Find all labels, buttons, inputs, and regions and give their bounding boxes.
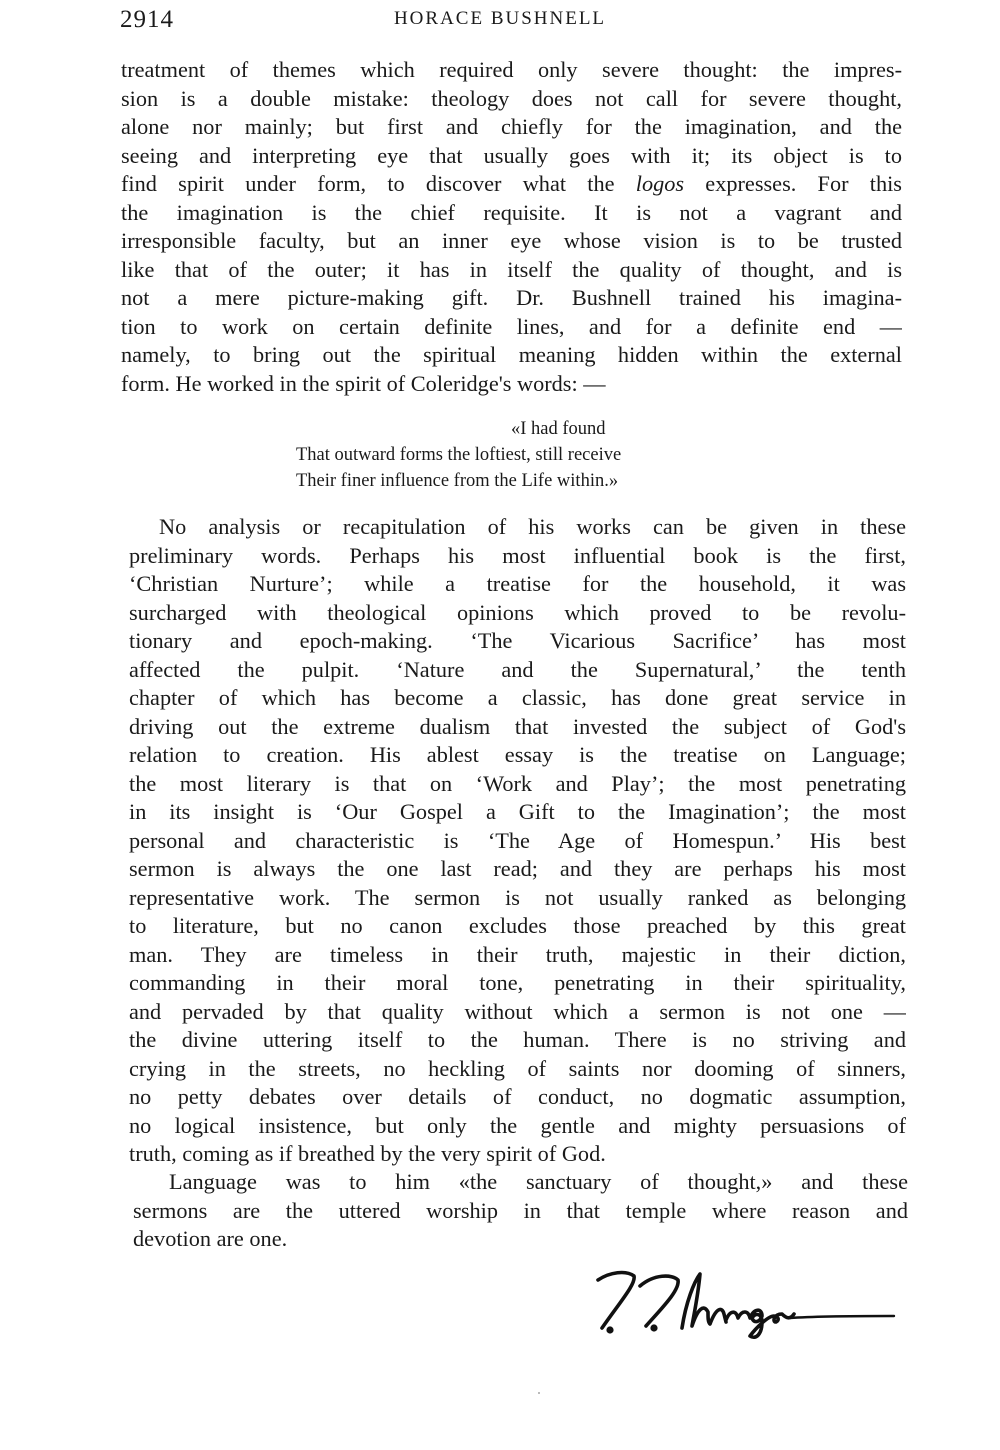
quote-line: «I had found — [511, 419, 606, 439]
text-line: Language was to him «the sanctuary of thought,» and these — [169, 1169, 908, 1194]
text-line: not a mere picture-making gift. Dr. Bushnell trained his imagina- — [121, 285, 902, 310]
text-line: ‘Christian Nurture’; while a treatise for the household, it was — [129, 571, 906, 596]
block-quote — [296, 416, 746, 494]
text-line: relation to creation. His ablest essay is the treatise on Language; — [129, 742, 906, 767]
text-line: the divine uttering itself to the human. There is no striving and — [129, 1027, 906, 1052]
italic-word: logos — [635, 171, 685, 196]
text-line: No analysis or recapitulation of his works can be given in these — [159, 514, 906, 539]
quote-line: Their finer influence from the Life within.» — [296, 471, 619, 491]
text-line: no logical insistence, but only the gentle and mighty persuasions of — [129, 1112, 906, 1138]
signature — [590, 1262, 900, 1347]
text-line: like that of the outer; it has in itself the quality of thought, and is — [121, 256, 902, 282]
text-line: crying in the streets, no heckling of saints nor dooming of sinners, — [129, 1055, 906, 1081]
text-line: tion to work on certain definite lines, and for a definite end — — [121, 313, 902, 339]
text-line: in its insight is ‘Our Gospel a Gift to the Imagination’; the most — [129, 799, 906, 824]
text-line: sion is a double mistake: theology does not call for severe thought, — [121, 85, 902, 111]
text-line: find spirit under form, to discover what the logos expresses. For this — [121, 171, 902, 196]
paragraph-3 — [133, 1168, 908, 1254]
text-line: irresponsible faculty, but an inner eye whose vision is to be trusted — [121, 228, 902, 253]
text-line: devotion are one. — [133, 1226, 288, 1251]
text-line: to literature, but no canon excludes those preached by this great — [129, 913, 906, 938]
text-line: form. He worked in the spirit of Coleridge's words: — — [121, 370, 606, 396]
text-line: no petty debates over details of conduct, no dogmatic assumption, — [129, 1084, 906, 1109]
text-line: the most literary is that on ‘Work and Play’; the most penetrating — [129, 770, 906, 796]
text-line: sermon is always the one last read; and they are perhaps his most — [129, 856, 906, 881]
text-line: truth, coming as if breathed by the very spirit of God. — [129, 1141, 606, 1166]
paragraph-1 — [121, 56, 902, 398]
text-line: namely, to bring out the spiritual meaning hidden within the external — [121, 342, 902, 367]
text-line: alone nor mainly; but first and chiefly for the imagination, and the — [121, 114, 902, 139]
text-line: preliminary words. Perhaps his most influential book is the first, — [129, 542, 906, 568]
text-line: and pervaded by that quality without which a sermon is not one — — [129, 998, 906, 1024]
quote-line: That outward forms the loftiest, still receive — [296, 445, 622, 465]
text-line: the imagination is the chief requisite. It is not a vagrant and — [121, 199, 902, 225]
text-line: surcharged with theological opinions which proved to be revolu- — [129, 599, 906, 625]
text-line: affected the pulpit. ‘Nature and the Supernatural,’ the tenth — [129, 656, 906, 682]
text-line: chapter of which has become a classic, has done great service in — [129, 685, 906, 710]
text-line: representative work. The sermon is not usually ranked as belonging — [129, 884, 906, 910]
text-line: man. They are timeless in their truth, majestic in their diction, — [129, 941, 906, 967]
text-line: commanding in their moral tone, penetrating in their spirituality, — [129, 970, 906, 995]
text-line: sermons are the uttered worship in that temple where reason and — [133, 1197, 908, 1223]
page-number: 2914 — [120, 6, 174, 33]
text-line: seeing and interpreting eye that usually goes with it; its object is to — [121, 142, 902, 168]
ink-speck — [538, 1392, 540, 1394]
signature-handwriting — [590, 1262, 900, 1342]
paragraph-2 — [129, 513, 906, 1169]
running-head: HORACE BUSHNELL — [393, 8, 607, 29]
text-line: tionary and epoch-making. ‘The Vicarious Sacrifice’ has most — [129, 628, 906, 653]
text-line: personal and characteristic is ‘The Age of Homespun.’ His best — [129, 827, 906, 853]
text-line: treatment of themes which required only severe thought: the impres- — [121, 57, 902, 82]
text-line: driving out the extreme dualism that invested the subject of God's — [129, 713, 906, 739]
